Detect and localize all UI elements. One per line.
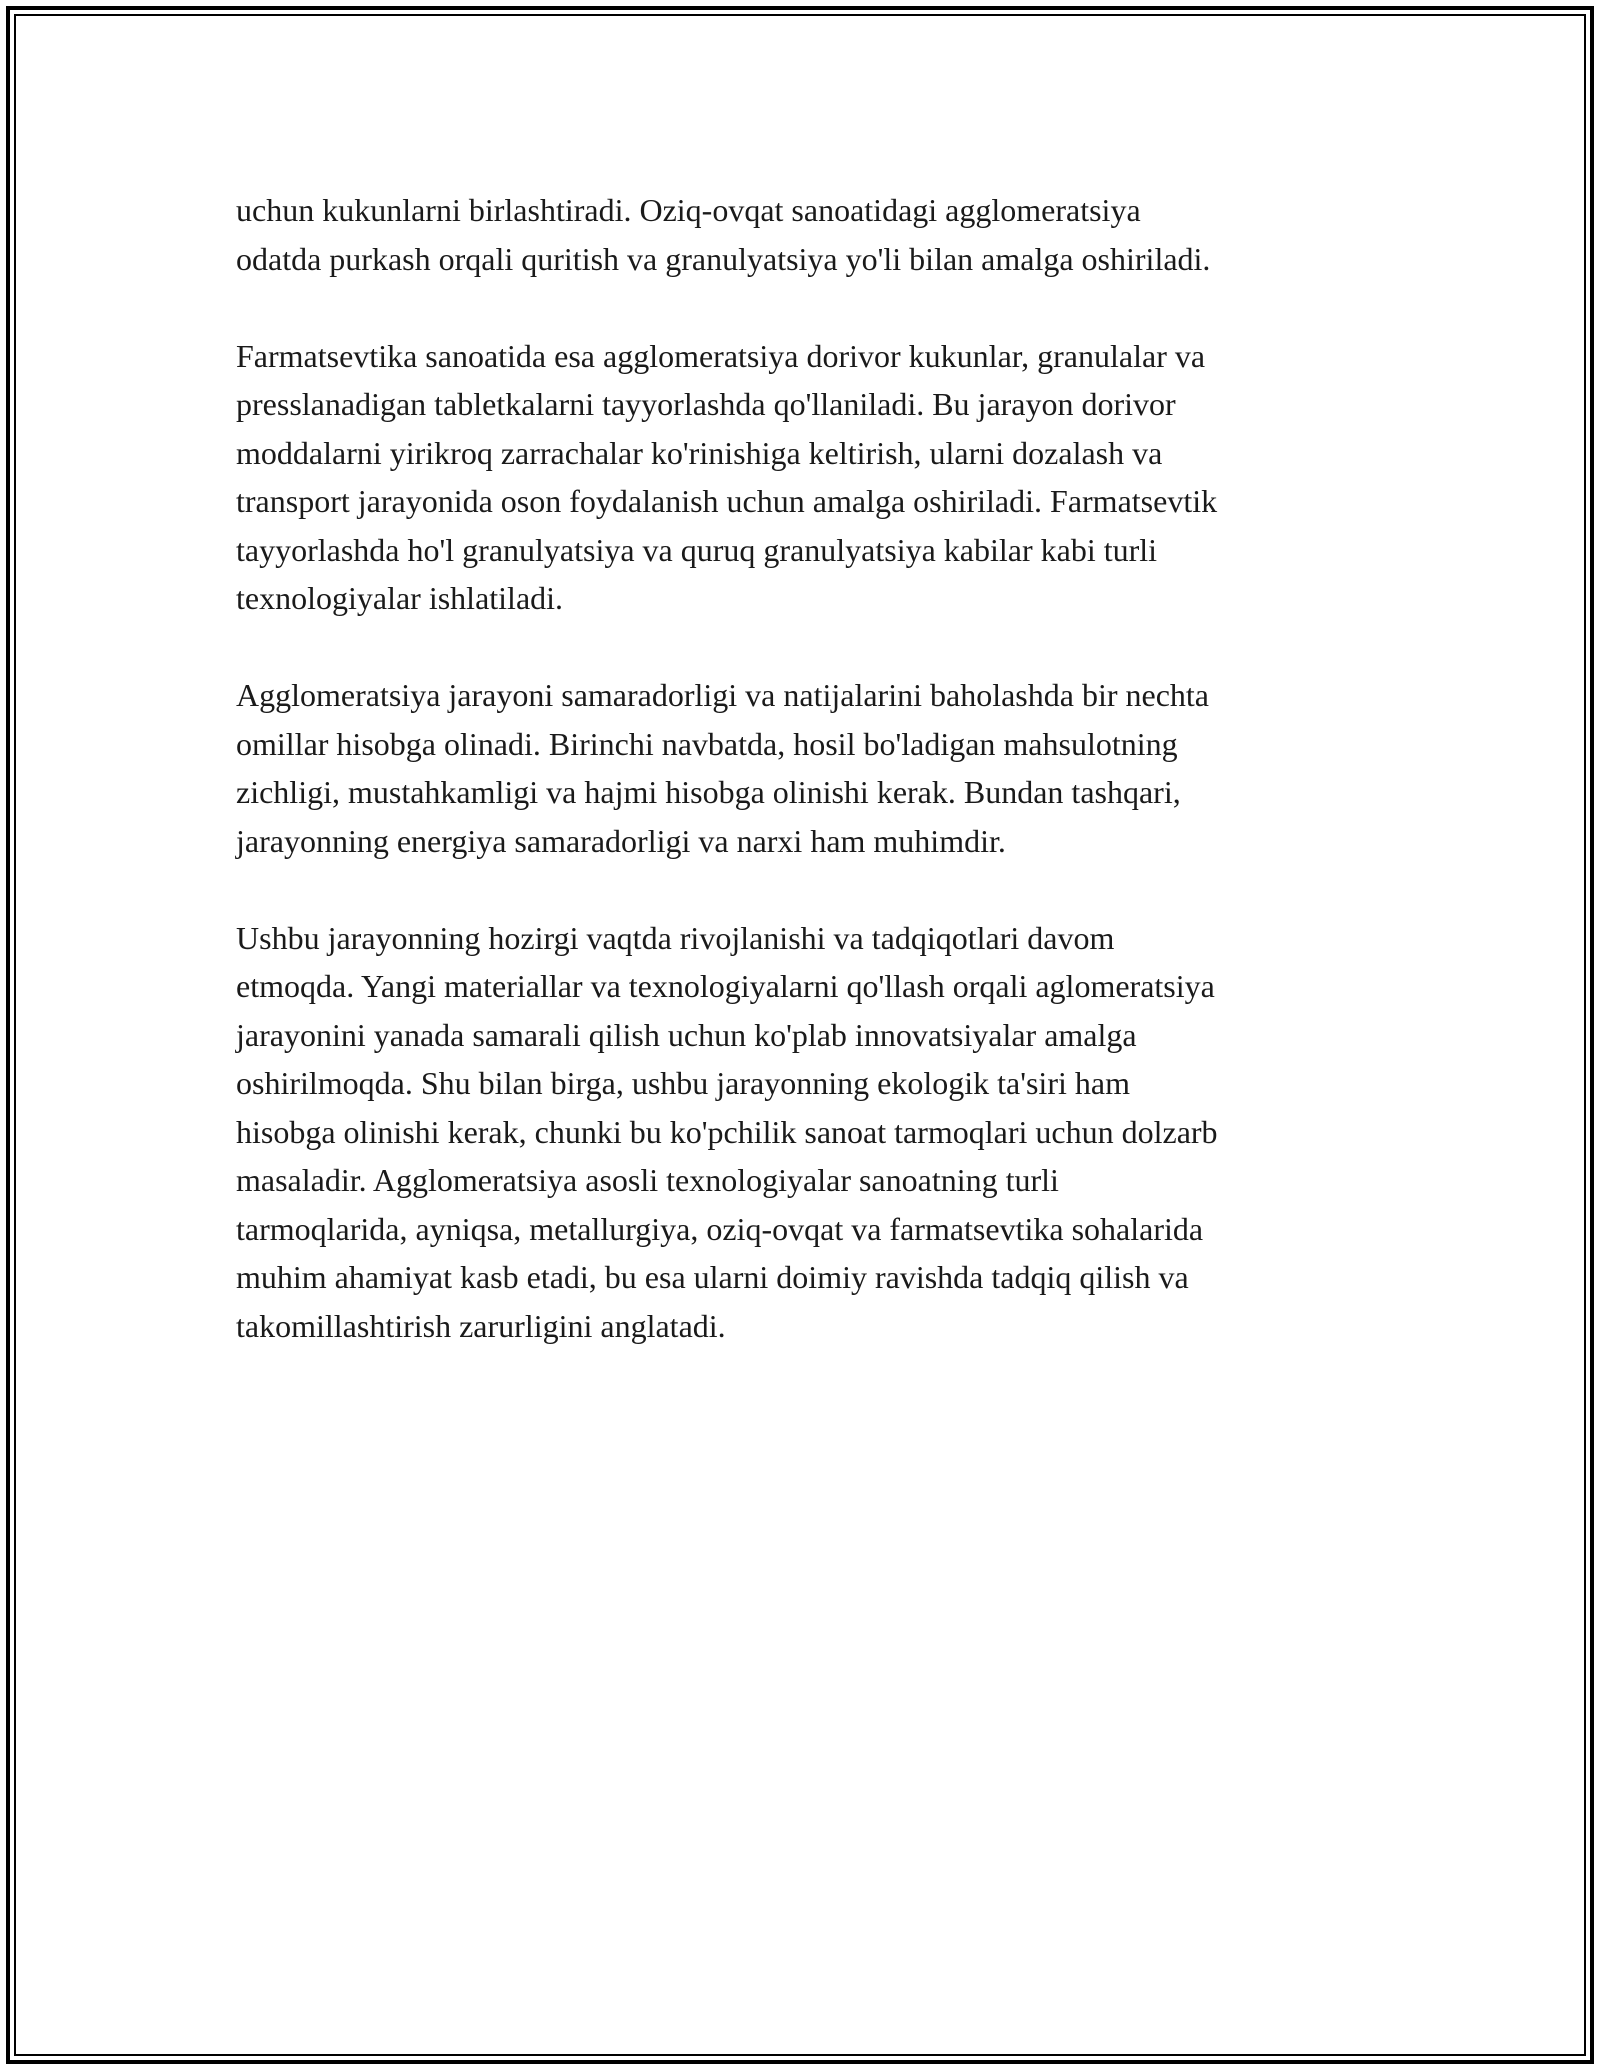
text-line: transport jarayonida oson foydalanish uchun amalga oshiriladi. Farmatsevtik (236, 483, 1218, 519)
text-line: Agglomeratsiya jarayoni samaradorligi va natijalarini baholashda bir nechta (236, 677, 1209, 713)
paragraph (236, 914, 1366, 1351)
text-line: presslanadigan tabletkalarni tayyorlashda qo'llaniladi. Bu jarayon dorivor (236, 386, 1176, 422)
text-line: jarayonning energiya samaradorligi va narxi ham muhimdir. (236, 822, 1006, 859)
text-line: tayyorlashda ho'l granulyatsiya va quruq granulyatsiya kabilar kabi turli (236, 531, 1158, 568)
paragraph (236, 186, 1366, 283)
paragraph (236, 671, 1366, 865)
text-line: moddalarni yirikroq zarrachalar ko'rinishiga keltirish, ularni dozalash va (236, 434, 1163, 471)
text-line: muhim ahamiyat kasb etadi, bu esa ularni doimiy ravishda tadqiq qilish va (236, 1259, 1189, 1295)
text-line: zichligi, mustahkamligi va hajmi hisobga olinishi kerak. Bundan tashqari, (236, 774, 1181, 810)
text-line: texnologiyalar ishlatiladi. (236, 580, 564, 616)
text-line: etmoqda. Yangi materiallar va texnologiyalarni qo'llash orqali aglomeratsiya (236, 968, 1215, 1004)
text-line: Farmatsevtika sanoatida esa agglomeratsiya dorivor kukunlar, granulalar va (236, 337, 1206, 374)
text-line: hisobga olinishi kerak, chunki bu ko'pchilik sanoat tarmoqlari uchun dolzarb (236, 1113, 1218, 1150)
text-line: tarmoqlarida, ayniqsa, metallurgiya, oziq-ovqat va farmatsevtika sohalarida (236, 1210, 1204, 1247)
text-line: takomillashtirish zarurligini anglatadi. (236, 1307, 726, 1344)
text-line: jarayonini yanada samarali qilish uchun ko'plab innovatsiyalar amalga (236, 1016, 1137, 1053)
text-line: Ushbu jarayonning hozirgi vaqtda rivojlanishi va tadqiqotlari davom (236, 919, 1115, 956)
paragraph (236, 332, 1366, 623)
text-line: omillar hisobga olinadi. Birinchi navbatda, hosil bo'ladigan mahsulotning (236, 725, 1178, 762)
text-line: oshirilmoqda. Shu bilan birga, ushbu jarayonning ekologik ta'siri ham (236, 1065, 1130, 1101)
text-line: odatda purkash orqali quritish va granulyatsiya yo'li bilan amalga oshiriladi. (236, 240, 1211, 277)
text-line: uchun kukunlarni birlashtiradi. Oziq-ovqat sanoatidagi agglomeratsiya (236, 192, 1141, 228)
document-body (236, 186, 1366, 1399)
text-line: masaladir. Agglomeratsiya asosli texnologiyalar sanoatning turli (236, 1162, 1059, 1198)
